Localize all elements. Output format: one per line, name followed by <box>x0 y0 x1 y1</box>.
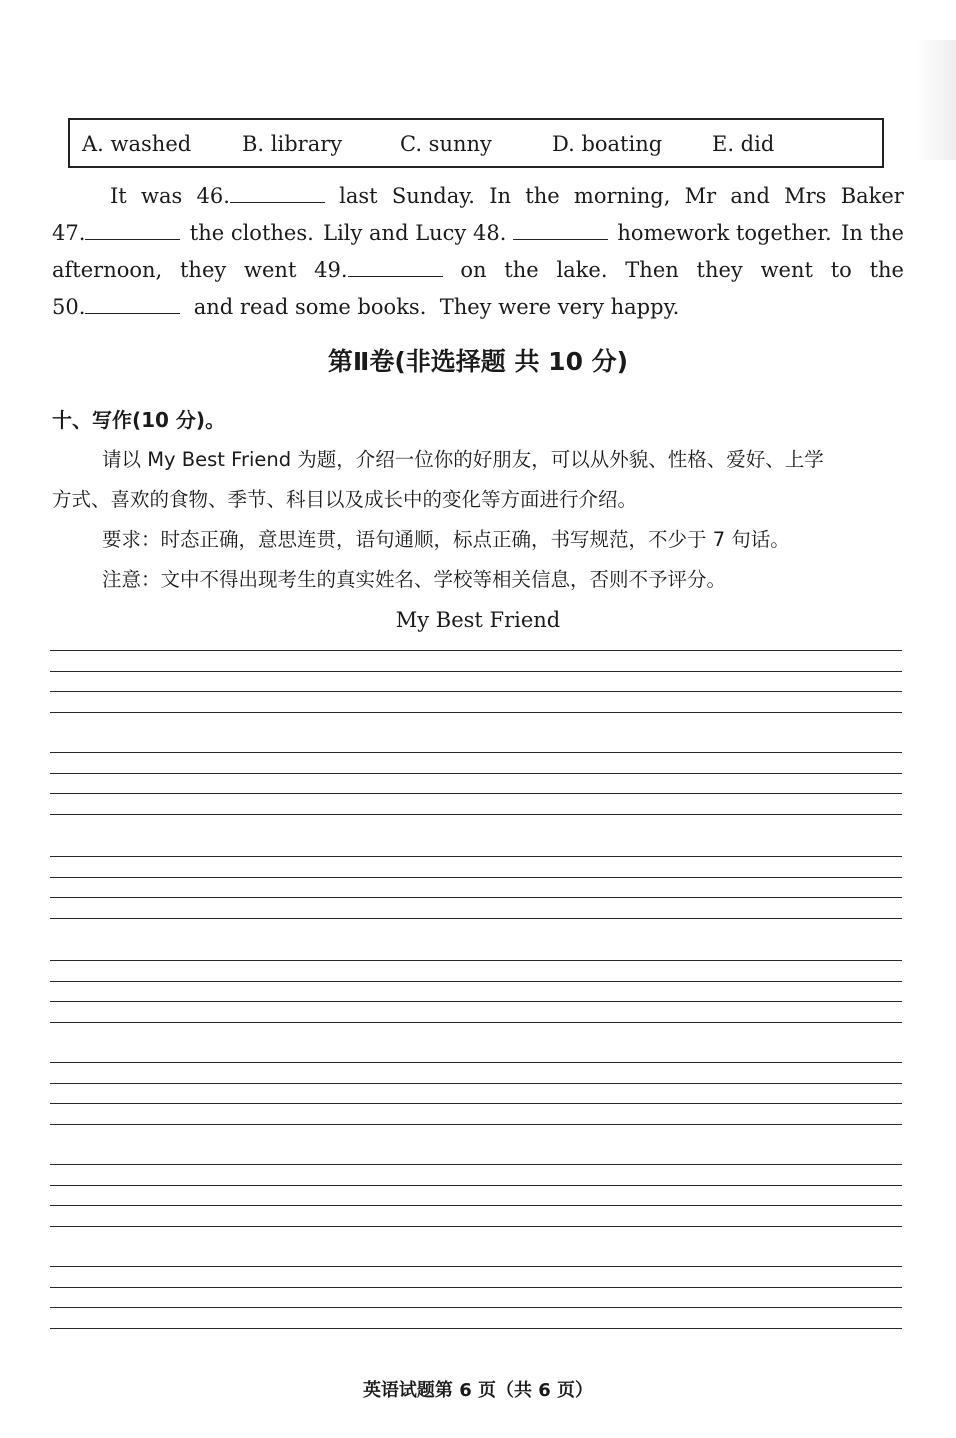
writing-line[interactable] <box>50 814 902 815</box>
writing-line[interactable] <box>50 1307 902 1308</box>
passage-line-2: 47. the clothes. Lily and Lucy 48. homework together. In the <box>52 215 904 252</box>
writing-line[interactable] <box>50 1083 902 1084</box>
cloze-passage <box>52 178 904 328</box>
blank-50[interactable] <box>85 291 180 314</box>
writing-line[interactable] <box>50 1328 902 1329</box>
writing-line[interactable] <box>50 712 902 713</box>
blank-46[interactable] <box>230 180 325 203</box>
writing-line[interactable] <box>50 981 902 982</box>
writing-line[interactable] <box>50 1205 902 1206</box>
writing-line[interactable] <box>50 1266 902 1267</box>
writing-line[interactable] <box>50 691 902 692</box>
writing-heading: 十、写作(10 分)。 <box>52 408 226 432</box>
writing-line[interactable] <box>50 856 902 857</box>
instruction-line-1: 请以 My Best Friend 为题，介绍一位你的好朋友，可以从外貌、性格、爱好、上学 <box>102 448 824 471</box>
writing-line[interactable] <box>50 877 902 878</box>
blank-48[interactable] <box>513 217 608 240</box>
blank-49[interactable] <box>348 254 443 277</box>
passage-line-3: afternoon, they went 49. on the lake. Then they went to the <box>52 252 904 289</box>
passage-line-1: It was 46. last Sunday. In the morning, Mr and Mrs Baker <box>52 178 904 215</box>
blank-47[interactable] <box>85 217 180 240</box>
instruction-line-2: 方式、喜欢的食物、季节、科目以及成长中的变化等方面进行介绍。 <box>52 488 638 511</box>
writing-line[interactable] <box>50 1124 902 1125</box>
passage-line-4: 50. and read some books. They were very happy. <box>52 289 679 326</box>
writing-line[interactable] <box>50 1001 902 1002</box>
writing-line[interactable] <box>50 1185 902 1186</box>
essay-title: My Best Friend <box>395 608 561 632</box>
writing-line[interactable] <box>50 650 902 651</box>
option-b: B. library <box>242 132 343 156</box>
writing-line[interactable] <box>50 960 902 961</box>
notice: 注意：文中不得出现考生的真实姓名、学校等相关信息，否则不予评分。 <box>102 568 727 591</box>
writing-line[interactable] <box>50 752 902 753</box>
requirements: 要求：时态正确，意思连贯，语句通顺，标点正确，书写规范，不少于 7 句话。 <box>102 528 790 551</box>
section-title: 第Ⅱ卷(非选择题 共 10 分) <box>327 347 629 376</box>
writing-line[interactable] <box>50 1022 902 1023</box>
writing-line[interactable] <box>50 1226 902 1227</box>
page-footer: 英语试题第 6 页（共 6 页） <box>362 1380 594 1401</box>
writing-line[interactable] <box>50 773 902 774</box>
page-edge-shadow <box>916 40 956 160</box>
writing-line[interactable] <box>50 918 902 919</box>
option-a: A. washed <box>82 132 192 156</box>
option-d: D. boating <box>552 132 663 156</box>
writing-line[interactable] <box>50 897 902 898</box>
instructions <box>52 440 904 600</box>
option-c: C. sunny <box>400 132 492 156</box>
writing-line[interactable] <box>50 1287 902 1288</box>
writing-line[interactable] <box>50 1062 902 1063</box>
writing-line[interactable] <box>50 1103 902 1104</box>
writing-line[interactable] <box>50 1164 902 1165</box>
writing-line[interactable] <box>50 793 902 794</box>
option-e: E. did <box>712 132 775 156</box>
writing-line[interactable] <box>50 671 902 672</box>
word-bank-box <box>68 118 884 168</box>
